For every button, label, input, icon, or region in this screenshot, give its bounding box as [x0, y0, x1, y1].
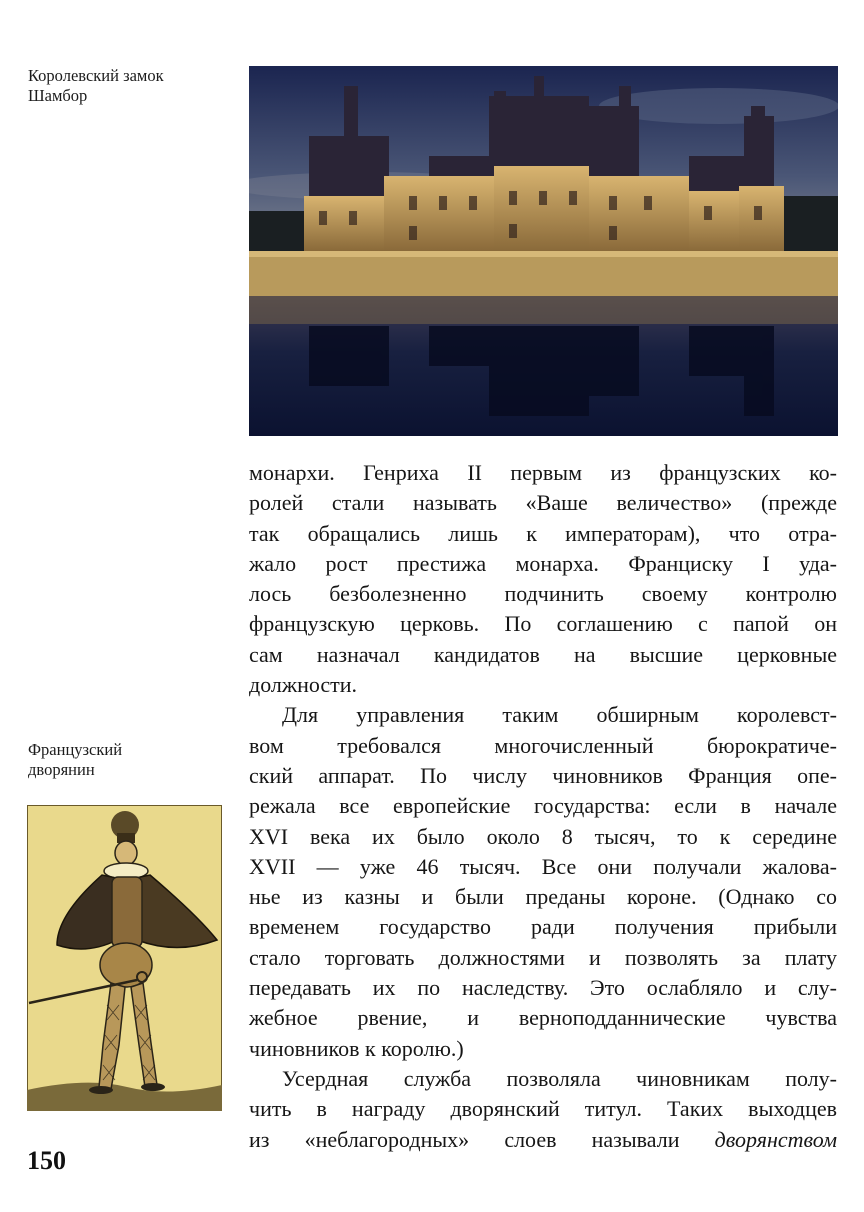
text-line: Усердная служба позволяла чиновникам полу-	[282, 1065, 837, 1091]
text-line: должности.	[249, 672, 358, 698]
paragraph-1	[249, 458, 837, 700]
text-line: Для управления таким обширным королевст-	[282, 702, 837, 728]
text-line: ролей стали называть «Ваше величество» (прежде	[249, 490, 837, 516]
page-number: 150	[27, 1146, 66, 1175]
caption-chambord-line1: Королевский замок	[28, 66, 164, 85]
caption-noble-line1: Французский	[28, 740, 123, 759]
text-line: временем государство ради получения прибыли	[249, 914, 837, 940]
chambord-photo	[249, 66, 838, 436]
text-line: нье из казны и были преданы короне. (Однако со	[249, 884, 837, 910]
text-italic-term: дворянством	[714, 1126, 837, 1152]
text-line: ский аппарат. По числу чиновников Франция опе-	[249, 762, 837, 788]
text-line-last	[249, 1125, 837, 1155]
text-line: так обращались лишь к императорам), что отра-	[249, 520, 837, 546]
text-line: жало рост престижа монарха. Франциску I уда-	[249, 550, 837, 576]
text-line: режала все европейские государства: если в начале	[249, 793, 837, 819]
text-line: лось безболезненно подчинить своему контролю	[249, 581, 837, 607]
caption-noble-line2: дворянин	[28, 760, 95, 779]
text-line: чить в награду дворянский титул. Таких выходцев	[249, 1096, 837, 1122]
nobleman-engraving-illustration	[27, 805, 222, 1111]
caption-chambord	[28, 66, 164, 106]
nobleman-engraving	[27, 805, 222, 1111]
text-line: монархи. Генриха II первым из французских ко-	[249, 460, 837, 485]
text-line: вом требовался многочисленный бюрократиче-	[249, 732, 837, 758]
text-line: XVI века их было около 8 тысяч, то к середине	[249, 823, 837, 849]
text-plain: из «неблагородных» слоев называли	[249, 1126, 715, 1152]
chambord-photo-illustration	[249, 66, 838, 436]
text-line: чиновников к королю.)	[249, 1035, 464, 1061]
paragraph-2	[249, 700, 837, 1064]
text-line: XVII — уже 46 тысяч. Все они получали жалова-	[249, 853, 837, 879]
caption-chambord-line2: Шамбор	[28, 86, 88, 105]
text-line: жебное рвение, и верноподданнические чувства	[249, 1005, 837, 1031]
paragraph-3	[249, 1064, 837, 1155]
text-line: французскую церковь. По соглашению с папой он	[249, 611, 837, 637]
text-line: передавать их по наследству. Это ослабляло и слу-	[249, 975, 837, 1001]
text-line: сам назначал кандидатов на высшие церковные	[249, 641, 837, 667]
body-text	[249, 458, 837, 1155]
text-line: стало торговать должностями и позволять за плату	[249, 944, 837, 970]
caption-noble	[28, 740, 122, 780]
